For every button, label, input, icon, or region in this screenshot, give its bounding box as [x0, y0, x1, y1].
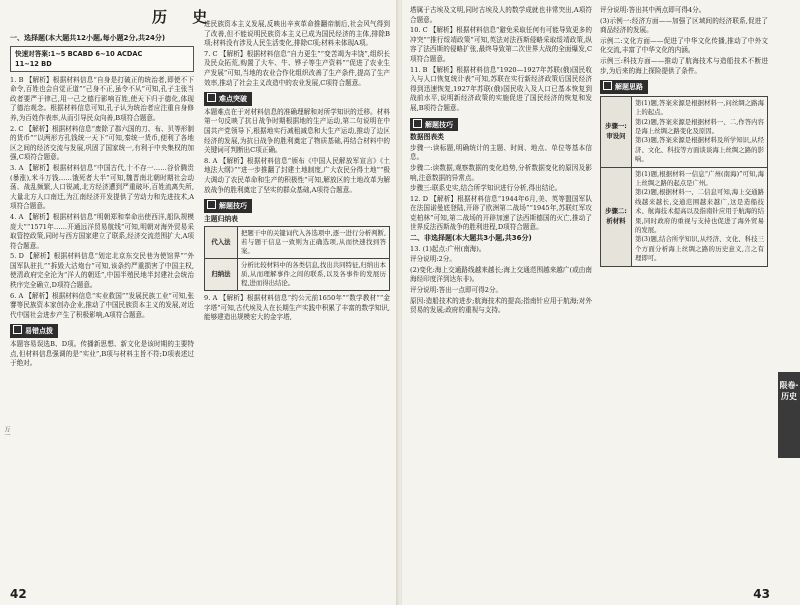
table-title: 主题归纳表: [204, 214, 238, 223]
step-line: 第(1)题,根据材料一信息“广州(南海)”可知,海上丝绸之路的起点是广州。: [635, 169, 764, 187]
continued-text: 进民族资本主义发展,反映出辛亥革命推翻帝制后,社会风气得到了改善,但不能说明民族资本主义已成为国民经济的主体,排除B项;材料没有涉及人民生活变化,排除C项;材料未体现A项。: [204, 20, 390, 48]
difficulty-tag: [204, 92, 252, 106]
difficulty-icon: [207, 93, 216, 102]
difficulty-tag-label: 难点突破: [219, 95, 247, 104]
idea-tag: [600, 80, 648, 94]
step-line: 第(2)题,答案来源是根据材料一、二,作答内容是海上丝绸之路变化及原因。: [635, 117, 764, 135]
answer-item: 12. D 【解析】根据材料信息“1944年6月,美、英等盟国军队在法国诺曼底登陆,开辟了欧洲第二战场”“1945年,苏联红军攻克柏林”可知,第二战场的开辟加速了法西斯德国的灭亡,推动了世界反法西斯战争的胜利进程,D项符合题意。: [410, 194, 592, 232]
method-icon: [413, 119, 422, 128]
difficulty-text: 本题难点在于对材料信息的准确理解和对所学知识的迁移。材料第一句反映了抗日战争时期根据地的生产运动,第二句说明在中国共产党领导下,根据地实行减租减息和大生产运动,推动了边区经济的发展,为抗日战争的胜利奠定了物质基础,再结合材料中的关键词可判断出C项正确。: [204, 107, 390, 155]
side-mark: 万一: [3, 426, 10, 438]
step-text: 步骤一:读标题,明确统计的主题、时间、地点、单位等基本信息。: [410, 143, 592, 162]
right-page: [402, 0, 800, 605]
step-text: 步骤三:联系史实,结合所学知识进行分析,得出结论。: [410, 184, 562, 193]
answer-key-line: 11~12 BD: [15, 59, 52, 68]
method-key: 归纳法: [205, 259, 238, 291]
step-content: [632, 167, 768, 266]
method-tag: [204, 199, 252, 213]
side-tab: 限卷·历史: [778, 372, 800, 458]
right-column-2: [600, 6, 768, 267]
answer-item: (3)示例一:经济方面——加强了区域间的经济联系,促进了商品经济的发展。: [600, 16, 768, 35]
answer-item: 2. C 【解析】根据材料信息“废除了郡六国的刀、布、贝等形制的货币”“以两形方孔钱统一天下”可知,秦统一货币,便利了各地区之间的经济交流与发展,巩固了国家统一,有利于中央集权的加强,C项符合题意。: [10, 124, 194, 162]
answer-item: (2)变化:海上交通路线越来越长;海上交通范围越来越广(或由南海经印度洋到达东非)。: [410, 265, 592, 284]
left-column-2: [204, 20, 390, 324]
step-line: 第(3)题,答案来源是根据材料及所学知识,从经济、文化、科技等方面谈谈海上丝绸之路的影响。: [635, 136, 764, 164]
page-number-right: 43: [753, 587, 770, 601]
table-row: [205, 227, 390, 259]
method-key: 代入法: [205, 227, 238, 259]
answer-item: 8. A 【解析】根据材料信息“颁布《中国人民解放军宣言》《土地法大纲》”“进一步推翻了封建土地制度,广大农民分得土地”“极大调动了农民革命和生产的积极性”可知,解放区的土地改革为解放战争的胜利奠定了坚实的群众基础,A项符合题意。: [204, 156, 390, 194]
method-desc: 分析比较材料中的各类信息,找出共同特征,归纳出本质,从而理解事件之间的联系,以及各事件的发展历程,进而得出结论。: [238, 259, 390, 291]
step-line: 第(3)题,结合所学知识,从经济、文化、科技三个方面分析海上丝绸之路的历史意义,言之有理即可。: [635, 235, 764, 263]
method-tag: [410, 118, 458, 132]
method-tag-label: 解题技巧: [219, 202, 247, 211]
answer-item: 1. B 【解析】根据材料信息“自身是打破正的统治者,即使不下命令,百姓也会自觉正道”“己身不正,虽令不从”可知,孔子主张当政者要严于律己,用一己之德行影响百姓,使天下归于德化,体现了德治观念。根据材料信息可知,孔子认为统治者应注重自身修养,为百姓作表率,从而引导民众向善,B项符合题意。: [10, 75, 194, 122]
sub-heading: 数据图表类: [410, 133, 444, 142]
scoring-note: 评分说明:答出一点即可得2分。: [410, 286, 503, 295]
tip-tag: [10, 324, 58, 338]
right-column-1: [410, 6, 592, 317]
left-page: [0, 0, 398, 605]
answer-item: 示例二:文化方面——促进了中华文化传播,推动了中外文化交流,丰富了中华文化的内涵。: [600, 36, 768, 55]
method-desc: 把题干中的关键词代入各选项中,逐一进行分析判断,若与题干信息一致则为正确选项,从而快速找到答案。: [238, 227, 390, 259]
method-table: [204, 226, 390, 291]
idea-icon: [603, 81, 612, 90]
step-key: 步骤二:析材料: [601, 167, 632, 266]
answer-item: 7. C 【解析】根据材料信息“自力更生”“变苦竭为丰饶”,组织长及民众拓荒,购置了大车、牛、铧子等生产资料”“促进了农业生产发展”可知,当地的农业合作化组织改善了生产条件,提高了生产效率,推动了社会主义改造中的农业发展,C项符合题意。: [204, 49, 390, 87]
answer-item: 9. A 【解析】根据材料信息“约公元前1650年”“数学教材”“金字塔”可知,古代埃及人在长期生产实践中积累了丰富的数学知识,能够建造出规模宏大的金字塔,: [204, 294, 390, 322]
answer-item: 原因:造船技术的进步;航海技术的提高;指南针应用于航海;对外贸易的发展;政府的重视与支持。: [410, 296, 592, 315]
steps-table: [600, 96, 768, 267]
answer-key-line: 快速对答案:1~5 BCABD 6~10 ACDAC: [15, 49, 143, 58]
method-icon: [207, 200, 216, 209]
idea-tag-label: 解题思路: [615, 83, 643, 92]
answer-key-box: [10, 46, 194, 72]
table-row: [601, 167, 768, 266]
step-text: 步骤二:读数据,观察数据的变化趋势,分析数据变化的原因及影响,注意数据的异常点。: [410, 163, 592, 182]
step-content: [632, 96, 768, 167]
page-title: 历 史: [152, 8, 218, 26]
answer-item: 6. A 【解析】根据材料信息“实业救国”“发展民族工业”可知,张謇等民族资本家创办企业,推动了中国民族资本主义的发展,对近代中国社会进步产生了积极影响,A项符合题意。: [10, 291, 194, 319]
page-number-left: 42: [10, 587, 27, 601]
tip-text: 本题容易误选B、D项。传播新思想、新文化是该时期的主要特点,但材料信息强调的是“实业”,B项与材料主旨不符;D项表述过于绝对。: [10, 340, 194, 368]
answer-item: 3. A 【解析】根据材料信息“中国古代,十不存一……谷价腾贵(暴涨),米斗万钱……饿死者大半”可知,魏晋南北朝时期社会动荡、战乱频繁,人口锐减,北方经济遭到严重破坏,百姓流离失所,大量北方人口南迁,为江南经济开发提供了劳动力和先进技术,A项符合题意。: [10, 163, 194, 211]
tip-icon: [13, 325, 22, 334]
answer-item: 4. A 【解析】根据材料信息“明朝郑和奉命出使西洋,船队规模庞大”“1571年……开通远洋贸易航线”可知,明朝对海外贸易采取管控政策,同时与西方国家建立了联系,经济交流范围扩大,A项符合题意。: [10, 212, 194, 250]
scoring-note: 评分说明:答出其中两点即可得4分。: [600, 6, 706, 14]
section-heading: 二、非选择题(本大题共3小题,共36分): [410, 234, 532, 243]
step-key: 步骤一:审设问: [601, 96, 632, 167]
scoring-note: 评分说明:2分。: [410, 255, 456, 264]
answer-item: 11. B 【解析】根据材料信息“1920—1927年苏联(俄)国民收入与人口恢复统计表”可知,苏联在实行新经济政策后国民经济得到迅速恢复,1927年苏联(俄)国民收入及人口已基本恢复到战前水平,说明新经济政策的实施促进了国民经济的恢复和发展,B项符合题意。: [410, 65, 592, 112]
answer-item: 13. (1)起点:广州(南海)。: [410, 244, 486, 253]
answer-item: 5. D 【解析】根据材料信息“划定北京东交民巷为使馆界”“外国军队驻扎”“拆毁大沽炮台”可知,该条约严重损害了中国主权,使清政府完全沦为“洋人的朝廷”,中国半殖民地半封建社会统治秩序完全确立,D项符合题意。: [10, 252, 194, 290]
tip-tag-label: 易错点拨: [25, 327, 53, 336]
step-line: 第(2)题,根据材料一、二信息可知,海上交通路线越来越长,交通范围越来越广,这是造船技术、航海技术提高以及指南针应用于航海的结果,同时政府的重视与支持也促进了海外贸易的发展。: [635, 188, 764, 235]
step-line: 第(1)题,答案来源是根据材料一,问丝绸之路海上的起点。: [635, 98, 764, 117]
left-column-1: [10, 34, 194, 370]
table-row: [601, 96, 768, 167]
table-row: [205, 259, 390, 291]
continued-text: 塔属于古埃及文明,同时古埃及人的数学成就也非常突出,A项符合题意。: [410, 6, 592, 24]
section-heading: 一、选择题(本大题共12小题,每小题2分,共24分): [10, 34, 166, 42]
answer-item: 10. C 【解析】根据材料信息“避免采取任何有可能导致更多的冲突”“推行绥靖政策”可知,英法对法西斯侵略采取绥靖政策,纵容了法西斯的侵略扩张,最终导致第二次世界大战的全面爆发,C项符合题意。: [410, 26, 592, 63]
answer-item: 示例三:科技方面——推动了航海技术与造船技术不断进步,为后来的海上探险提供了条件。: [600, 56, 768, 75]
method-tag-label: 解题技巧: [425, 120, 453, 129]
